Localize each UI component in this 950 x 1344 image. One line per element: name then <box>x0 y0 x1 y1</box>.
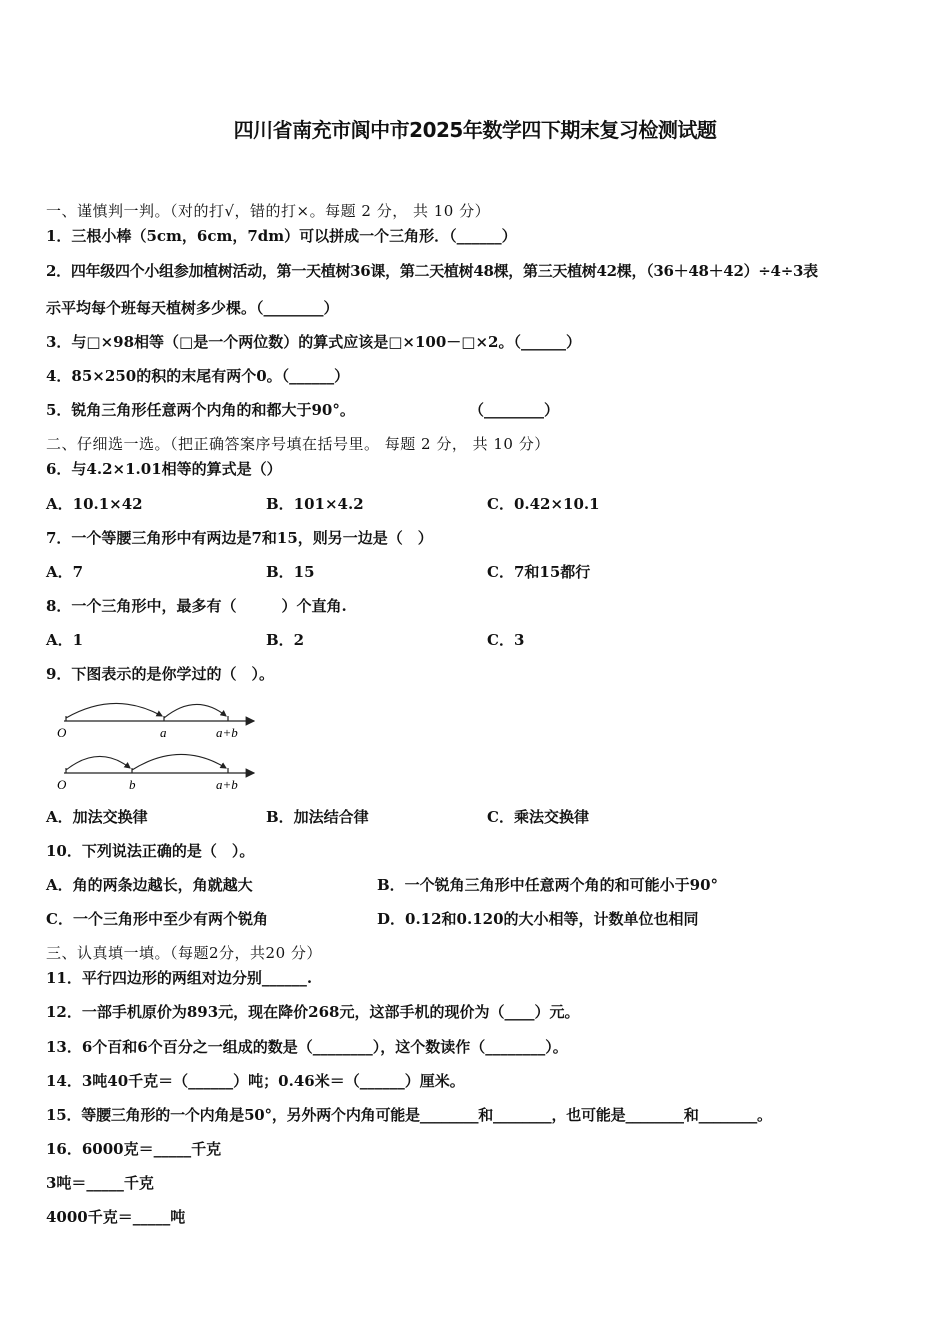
question-10: 10．下列说法正确的是（ ）。 <box>46 842 255 860</box>
question-7-option-c: C．7和15都行 <box>487 563 591 581</box>
question-16-line-2: 3吨＝_____千克 <box>46 1174 154 1192</box>
question-11: 11．平行四边形的两组对边分别______. <box>46 969 313 987</box>
question-9-option-b: B．加法结合律 <box>266 808 369 826</box>
question-6-option-a: A．10.1×42 <box>46 495 143 513</box>
question-16-line-3: 4000千克＝_____吨 <box>46 1208 186 1226</box>
question-6-option-b: B．101×4.2 <box>266 495 364 513</box>
number-line-1-label-origin: O <box>57 725 67 740</box>
question-2-line-1: 2．四年级四个小组参加植树活动，第一天植树36课，第二天植树48棵，第三天植树42棵，（36＋48＋42）÷4÷3表 <box>46 262 818 280</box>
question-9-option-c: C．乘法交换律 <box>487 808 589 826</box>
question-10-option-c: C．一个三角形中至少有两个锐角 <box>46 910 268 928</box>
number-line-1-label-end: a+b <box>216 725 238 740</box>
question-9: 9．下图表示的是你学过的（ ）。 <box>46 665 274 683</box>
number-line-2-label-end: a+b <box>216 777 238 792</box>
question-6: 6．与4.2×1.01相等的算式是（） <box>46 460 282 478</box>
question-15: 15．等腰三角形的一个内角是50°，另外两个内角可能是________和________，也可能是________和________。 <box>46 1106 772 1124</box>
number-line-2-label-origin: O <box>57 777 67 792</box>
question-7: 7．一个等腰三角形中有两边是7和15，则另一边是（ ） <box>46 529 433 547</box>
number-line-2-label-mid: b <box>129 777 136 792</box>
page-title: 四川省南充市阆中市2025年数学四下期末复习检测试题 <box>233 118 717 142</box>
question-3: 3．与□×98相等（□是一个两位数）的算式应该是□×100－□×2。（______） <box>46 333 581 351</box>
question-13: 13．6个百和6个百分之一组成的数是（________），这个数读作（________）。 <box>46 1038 568 1056</box>
question-9-number-line-figure <box>50 694 270 796</box>
question-9-option-a: A．加法交换律 <box>46 808 148 826</box>
number-line-2 <box>57 754 254 792</box>
question-8-option-b: B．2 <box>266 631 305 649</box>
question-5: 5．锐角三角形任意两个内角的和都大于90°。 <box>46 401 355 419</box>
number-line-1 <box>57 703 254 740</box>
section-2-header: 二、仔细选一选。（把正确答案序号填在括号里。 每题 2 分， 共 10 分） <box>46 435 550 453</box>
question-10-option-a: A．角的两条边越长，角就越大 <box>46 876 253 894</box>
question-7-option-b: B．15 <box>266 563 315 581</box>
question-14: 14．3吨40千克＝（______）吨；0.46米＝（______）厘米。 <box>46 1072 465 1090</box>
section-3-header: 三、认真填一填。（每题2分，共20 分） <box>46 944 322 962</box>
question-8-option-c: C．3 <box>487 631 525 649</box>
question-10-option-d: D．0.12和0.120的大小相等，计数单位也相同 <box>377 910 699 928</box>
question-8: 8．一个三角形中，最多有（ ）个直角. <box>46 597 347 615</box>
question-1: 1．三根小棒（5cm，6cm，7dm）可以拼成一个三角形．（______） <box>46 227 517 245</box>
question-2-line-2: 示平均每个班每天植树多少棵。（________） <box>46 299 339 317</box>
question-5-blank: （________） <box>469 401 560 419</box>
question-10-option-b: B．一个锐角三角形中任意两个角的和可能小于90° <box>377 876 719 894</box>
question-6-option-c: C．0.42×10.1 <box>487 495 600 513</box>
question-7-option-a: A．7 <box>46 563 84 581</box>
question-16-line-1: 16．6000克＝_____千克 <box>46 1140 222 1158</box>
number-line-1-label-mid: a <box>160 725 167 740</box>
question-4: 4．85×250的积的末尾有两个0。（______） <box>46 367 350 385</box>
question-12: 12．一部手机原价为893元，现在降价268元，这部手机的现价为（____）元。 <box>46 1003 580 1021</box>
section-1-header: 一、谨慎判一判。（对的打√，错的打×。每题 2 分， 共 10 分） <box>46 202 491 220</box>
question-8-option-a: A．1 <box>46 631 84 649</box>
